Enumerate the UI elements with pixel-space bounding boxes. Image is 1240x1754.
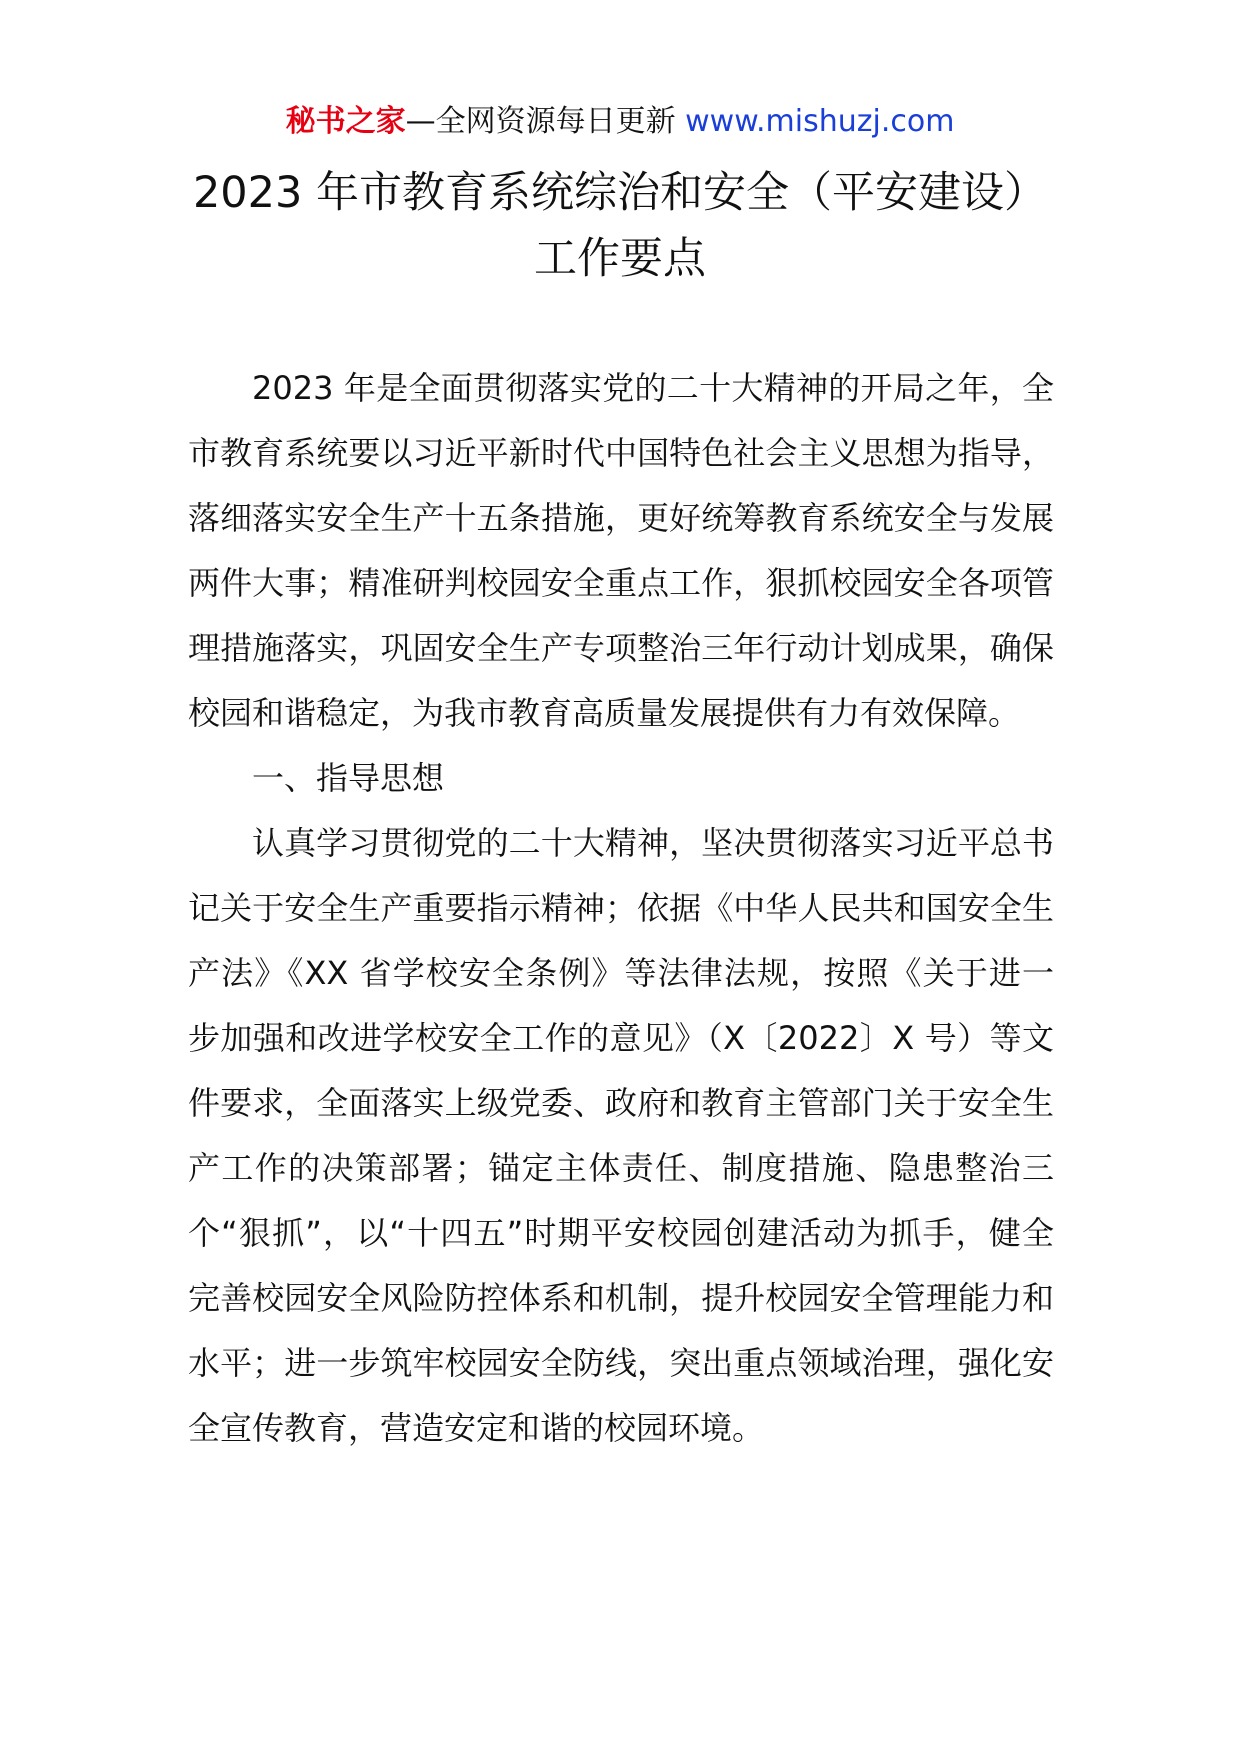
header-tagline: —全网资源每日更新 [405, 104, 676, 139]
brand-name: 秘书之家 [285, 104, 406, 139]
intro-paragraph: 2023 年是全面贯彻落实党的二十大精神的开局之年，全市教育系统要以习近平新时代中国特色社会主义思想为指导，落细落实安全生产十五条措施，更好统筹教育系统安全与发展两件大事；精准研判校园安全重点工作，狠抓校园安全各项管理措施落实，巩固安全生产专项整治三年行动计划成果，确保校园和谐稳定，为我市教育高质量发展提供有力有效保障。 [188, 369, 1054, 732]
document-title: 2023 年市教育系统综治和安全（平安建设）工作要点 [192, 168, 1048, 284]
document-body [188, 356, 1054, 1461]
section-heading-guiding-ideology: 一、指导思想 [252, 759, 445, 797]
section-paragraph-guiding-ideology: 认真学习贯彻党的二十大精神，坚决贯彻落实习近平总书记关于安全生产重要指示精神；依据《中华人民共和国安全生产法》《XX 省学校安全条例》等法律法规，按照《关于进一步加强和改进学校安全工作的意见》（X〔2022〕X 号）等文件要求，全面落实上级党委、政府和教育主管部门关于安全生产工作的决策部署；锚定主体责任、制度措施、隐患整治三个“狠抓”，以“十四五”时期平安校园创建活动为抓手，健全完善校园安全风险防控体系和机制，提升校园安全管理能力和水平；进一步筑牢校园安全防线，突出重点领域治理，强化安全宣传教育，营造安定和谐的校园环境。 [188, 824, 1054, 1447]
site-header [0, 102, 1240, 142]
site-url-link[interactable]: www.mishuzj.com [685, 104, 955, 139]
